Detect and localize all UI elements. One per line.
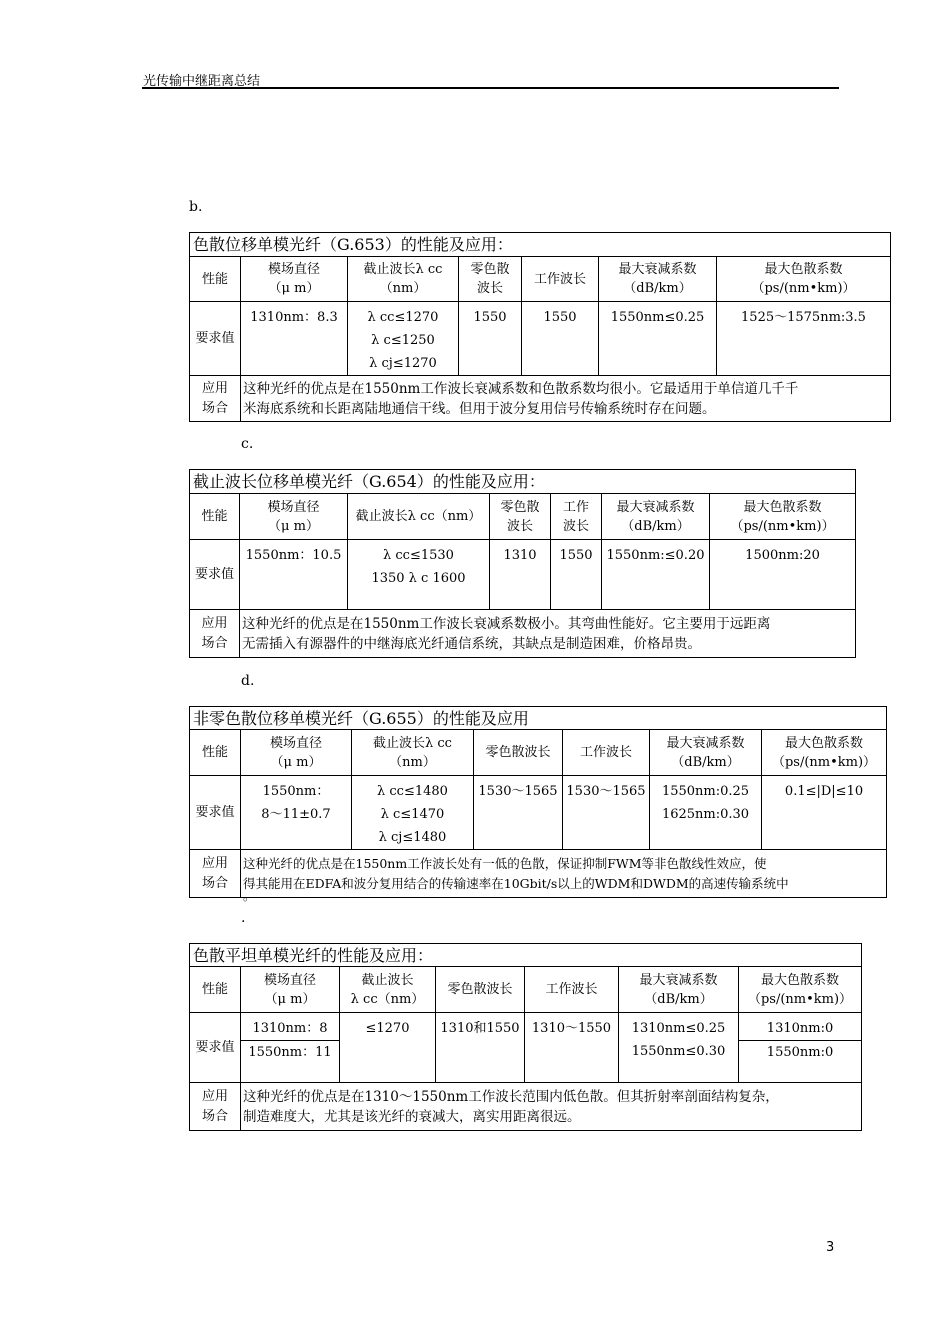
header-working-wavelength: 工作 波长 (551, 494, 602, 540)
value-mode-field: 1550nm：10.5 (240, 540, 348, 610)
header-zero-dispersion: 零色散 波长 (490, 494, 551, 540)
table-title: 色散位移单模光纤（G.653）的性能及应用： (190, 233, 891, 257)
row-label-required: 要求值 (190, 302, 241, 376)
header-mode-field-diameter: 模场直径 （μ m） (241, 257, 348, 302)
value-working-wavelength: 1310～1550 (525, 1013, 619, 1083)
header-working-wavelength: 工作波长 (522, 257, 599, 302)
value-cutoff: λ cc≤1480 λ c≤1470 λ cj≤1480 (352, 776, 474, 850)
value-max-attenuation: 1310nm≤0.25 1550nm≤0.30 (619, 1013, 739, 1083)
header-cutoff-wavelength: 截止波长λ cc（nm） (348, 494, 490, 540)
header-max-attenuation: 最大衰减系数 （dB/km） (599, 257, 717, 302)
value-cutoff: λ cc≤1270 λ c≤1250 λ cj≤1270 (348, 302, 459, 376)
table-g655 (189, 706, 887, 898)
value-max-attenuation: 1550nm:0.25 1625nm:0.30 (650, 776, 762, 850)
application-text: 这种光纤的优点是在1550nm工作波长处有一低的色散，保证抑制FWM等非色散线性效应，使 得其能用在EDFA和波分复用结合的传输速率在10Gbit/s以上的WDM和DWDM的高速传输系统中 (241, 850, 887, 898)
row-label-performance: 性能 (190, 257, 241, 302)
header-max-attenuation: 最大衰减系数 （dB/km） (619, 967, 739, 1013)
row-label-application: 应用 场合 (190, 850, 241, 898)
value-mode-field: 1310nm：8.3 (241, 302, 348, 376)
header-zero-dispersion: 零色散 波长 (459, 257, 522, 302)
value-zero-dispersion: 1530～1565 (474, 776, 563, 850)
row-label-required: 要求值 (190, 1013, 241, 1083)
application-text: 这种光纤的优点是在1550nm工作波长衰减系数极小。其弯曲性能好。它主要用于远距离 无需插入有源器件的中继海底光纤通信系统，其缺点是制造困难，价格昂贵。 (240, 610, 856, 658)
header-cutoff-wavelength: 截止波长λ cc （nm） (352, 730, 474, 776)
value-mode-field: 1310nm：8 1550nm：11 (241, 1013, 340, 1083)
table-dispersion-flattened (189, 943, 862, 1131)
header-max-dispersion: 最大色散系数 （ps/(nm•km)） (717, 257, 891, 302)
header-max-dispersion: 最大色散系数 （ps/(nm•km)） (739, 967, 862, 1013)
header-zero-dispersion: 零色散波长 (436, 967, 525, 1013)
header-title: 光传输中继距离总结 (143, 74, 261, 89)
value-zero-dispersion: 1310和1550 (436, 1013, 525, 1083)
value-max-dispersion: 0.1≤|D|≤10 (762, 776, 887, 850)
table-g654 (189, 469, 856, 658)
value-cutoff: ≤1270 (340, 1013, 436, 1083)
header-mode-field-diameter: 模场直径 （μ m） (241, 730, 352, 776)
header-mode-field-diameter: 模场直径 （μ m） (241, 967, 340, 1013)
value-max-dispersion: 1525～1575nm:3.5 (717, 302, 891, 376)
row-label-application: 应用 场合 (190, 610, 240, 658)
section-label-c: c. (241, 436, 254, 452)
header-max-dispersion: 最大色散系数 （ps/(nm•km)） (762, 730, 887, 776)
header-max-dispersion: 最大色散系数 （ps/(nm•km)） (710, 494, 856, 540)
section-label-e: . (241, 910, 246, 926)
value-working-wavelength: 1550 (551, 540, 602, 610)
header-mode-field-diameter: 模场直径 （μ m） (240, 494, 348, 540)
value-working-wavelength: 1530～1565 (563, 776, 650, 850)
header-working-wavelength: 工作波长 (563, 730, 650, 776)
value-max-attenuation: 1550nm:≤0.20 (602, 540, 710, 610)
section-label-b: b. (189, 199, 203, 215)
value-zero-dispersion: 1310 (490, 540, 551, 610)
value-max-dispersion: 1500nm:20 (710, 540, 856, 610)
table-g653 (189, 232, 891, 422)
header-cutoff-wavelength: 截止波长 λ cc（nm） (340, 967, 436, 1013)
table-title: 色散平坦单模光纤的性能及应用： (190, 944, 862, 967)
table-title: 非零色散位移单模光纤（G.655）的性能及应用 (190, 707, 887, 730)
value-zero-dispersion: 1550 (459, 302, 522, 376)
header-max-attenuation: 最大衰减系数 （dB/km） (650, 730, 762, 776)
row-label-performance: 性能 (190, 730, 241, 776)
row-label-application: 应用 场合 (190, 1083, 241, 1131)
application-text: 这种光纤的优点是在1310～1550nm工作波长范围内低色散。但其折射率剖面结构复杂， 制造难度大，尤其是该光纤的衰减大，离实用距离很远。 (241, 1083, 862, 1131)
row-label-application: 应用 场合 (190, 376, 241, 422)
value-working-wavelength: 1550 (522, 302, 599, 376)
header-zero-dispersion: 零色散波长 (474, 730, 563, 776)
row-label-required: 要求值 (190, 540, 240, 610)
row-label-performance: 性能 (190, 494, 240, 540)
header-cutoff-wavelength: 截止波长λ cc （nm） (348, 257, 459, 302)
table-title: 截止波长位移单模光纤（G.654）的性能及应用： (190, 470, 856, 494)
application-overflow-text: 。 (243, 889, 256, 903)
application-text: 这种光纤的优点是在1550nm工作波长衰减系数和色散系数均很小。它最适用于单信道几千千 米海底系统和长距离陆地通信干线。但用于波分复用信号传输系统时存在问题。 (241, 376, 891, 422)
row-label-required: 要求值 (190, 776, 241, 850)
header-rule (142, 87, 839, 89)
header-max-attenuation: 最大衰减系数 （dB/km） (602, 494, 710, 540)
value-max-attenuation: 1550nm≤0.25 (599, 302, 717, 376)
value-mode-field: 1550nm： 8～11±0.7 (241, 776, 352, 850)
value-cutoff: λ cc≤1530 1350 λ c 1600 (348, 540, 490, 610)
page-number: 3 (826, 1240, 835, 1255)
section-label-d: d. (241, 673, 255, 689)
row-label-performance: 性能 (190, 967, 241, 1013)
header-working-wavelength: 工作波长 (525, 967, 619, 1013)
value-max-dispersion: 1310nm:0 1550nm:0 (739, 1013, 862, 1083)
